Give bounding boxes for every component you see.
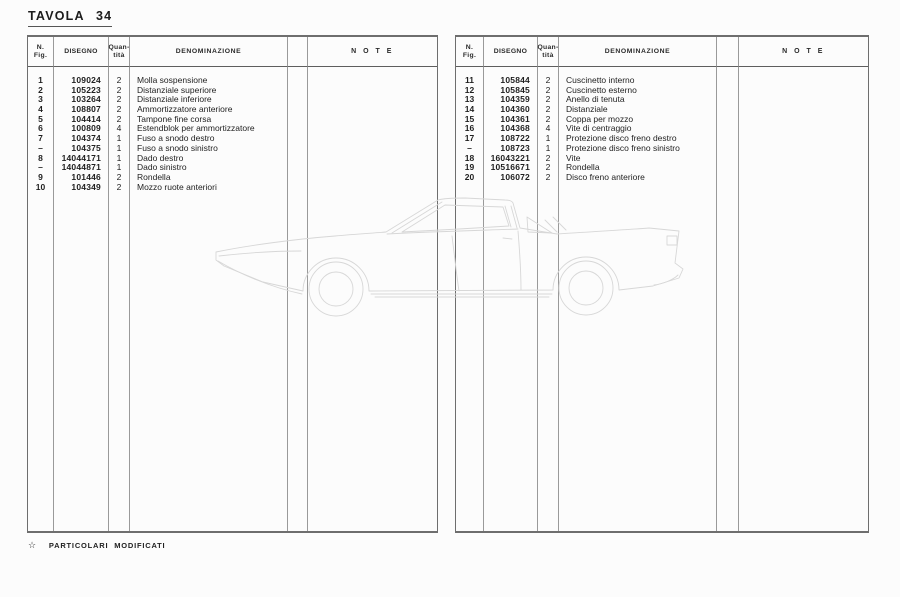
fig-column [456, 67, 483, 531]
col-header-qty-line1: Quan- [537, 43, 559, 51]
table-cell-fig: – [467, 142, 472, 153]
table-cell-name: Vite di centraggio [566, 123, 632, 134]
table-cell-qty: 1 [116, 142, 122, 153]
table-cell-qty: 2 [116, 84, 122, 95]
table-cell-fig: 6 [38, 123, 43, 134]
table-cell-qty: 2 [545, 75, 551, 85]
qty-column [537, 67, 558, 531]
col-header-denominazione: DENOMINAZIONE [129, 37, 287, 67]
page-title: TAVOLA 34 [28, 9, 112, 27]
disegno-column [53, 67, 108, 531]
table-cell-name: Distanziale [566, 104, 608, 115]
star-icon: ☆ [28, 540, 37, 550]
table-cell-disegno: 104368 [500, 123, 530, 134]
table-cell-disegno: 100809 [71, 123, 101, 134]
table-cell-name: Protezione disco freno sinistro [566, 142, 680, 153]
table-cell-name: Tampone fine corsa [137, 113, 212, 124]
table-cell-disegno: 104360 [500, 104, 530, 115]
table-cell-disegno: 108722 [500, 133, 530, 144]
table-cell-qty: 4 [545, 123, 551, 134]
table-cell-qty: 2 [545, 171, 551, 182]
table-cell-disegno: 105223 [71, 84, 101, 95]
table-cell-name: Fuso a snodo destro [137, 133, 215, 144]
ref-column [287, 67, 307, 531]
table-cell-qty: 2 [116, 181, 122, 192]
table-cell-fig: 4 [38, 104, 43, 115]
table-cell-disegno: 16043221 [490, 152, 530, 163]
table-cell-qty: 2 [116, 171, 122, 182]
table-cell-qty: 2 [116, 75, 122, 85]
table-cell-disegno: 14044871 [61, 162, 101, 173]
table-cell-disegno: 104414 [71, 113, 101, 124]
table-cell-name: Dado destro [137, 152, 184, 163]
disegno-column [483, 67, 537, 531]
table-cell-qty: 2 [545, 104, 551, 115]
table-cell-fig: 11 [465, 75, 474, 85]
table-cell-qty: 1 [116, 152, 122, 163]
table-cell-fig: 16 [464, 123, 475, 134]
table-cell-disegno: 105845 [500, 84, 530, 95]
table-cell-disegno: 101446 [71, 171, 101, 182]
table-cell-qty: 2 [116, 94, 122, 105]
col-header-fig-line1: N. [36, 43, 45, 51]
table-cell-name: Ammortizzatore anteriore [137, 104, 233, 115]
table-cell-name: Disco freno anteriore [566, 171, 645, 182]
qty-column [108, 67, 129, 531]
table-cell-disegno: 104349 [71, 181, 101, 192]
table-cell-name: Mozzo ruote anteriori [137, 181, 217, 192]
table-cell-qty: 1 [116, 133, 122, 144]
table-cell-fig: 15 [464, 113, 475, 124]
table-cell-qty: 2 [116, 104, 122, 115]
col-header-ref [287, 37, 307, 67]
col-header-fig-line2: Fig. [33, 51, 48, 59]
table-cell-name: Dado sinistro [137, 162, 187, 173]
ref-column [716, 67, 738, 531]
table-cell-disegno: 103264 [71, 94, 101, 105]
table-cell-disegno: 108723 [500, 142, 530, 153]
col-header-note: N O T E [307, 37, 437, 67]
table-cell-name: Cuscinetto interno [566, 75, 635, 85]
table-cell-fig: 8 [38, 152, 43, 163]
table-cell-fig: – [38, 162, 43, 173]
table-cell-disegno: 109024 [71, 75, 101, 85]
col-header-qty-line1: Quan- [108, 43, 130, 51]
col-header-fig [456, 37, 483, 67]
table-cell-fig: 1 [38, 75, 43, 85]
col-header-note: N O T E [738, 37, 868, 67]
col-header-qty [537, 37, 558, 67]
col-header-fig-line1: N. [465, 43, 474, 51]
table-cell-disegno: 14044171 [61, 152, 101, 163]
table-cell-qty: 1 [545, 142, 551, 153]
table-cell-name: Anello di tenuta [566, 94, 625, 105]
table-cell-fig: 9 [38, 171, 43, 182]
denominazione-column [558, 67, 716, 531]
table-cell-disegno: 104375 [71, 142, 101, 153]
table-cell-name: Estendblok per ammortizzatore [137, 123, 255, 134]
table-cell-disegno: 108807 [71, 104, 101, 115]
table-cell-fig: – [38, 142, 43, 153]
table-cell-fig: 14 [464, 104, 475, 115]
table-cell-fig: 13 [464, 94, 475, 105]
table-cell-disegno: 104361 [500, 113, 530, 124]
table-cell-qty: 2 [545, 84, 551, 95]
col-header-qty [108, 37, 129, 67]
table-cell-qty: 2 [545, 162, 551, 173]
table-cell-qty: 2 [545, 152, 551, 163]
table-cell-fig: 12 [464, 84, 475, 95]
table-cell-fig: 17 [464, 133, 475, 144]
table-cell-name: Distanziale inferiore [137, 94, 212, 105]
col-header-fig-line2: Fig. [462, 51, 477, 59]
table-cell-disegno: 106072 [500, 171, 530, 182]
footnote-text: PARTICOLARI MODIFICATI [48, 541, 166, 550]
table-cell-fig: 18 [464, 152, 475, 163]
col-header-denominazione: DENOMINAZIONE [558, 37, 716, 67]
table-cell-qty: 1 [116, 162, 122, 173]
table-cell-fig: 5 [38, 113, 43, 124]
fig-column [28, 67, 53, 531]
table-cell-disegno: 104374 [71, 133, 101, 144]
table-cell-disegno: 105844 [500, 75, 530, 85]
col-header-qty-line2: tità [113, 51, 125, 59]
col-header-fig [28, 37, 53, 67]
table-cell-fig: 10 [35, 181, 46, 192]
table-cell-disegno: 104359 [500, 94, 530, 105]
table-cell-qty: 1 [545, 133, 551, 144]
table-cell-qty: 2 [545, 113, 551, 124]
footnote [28, 541, 165, 550]
denominazione-column [129, 67, 287, 531]
table-cell-fig: 7 [38, 133, 43, 144]
table-cell-name: Fuso a snodo sinistro [137, 142, 218, 153]
table-cell-name: Vite [566, 152, 581, 163]
parts-table-right [455, 35, 869, 533]
table-cell-fig: 2 [38, 84, 43, 95]
parts-table-left [27, 35, 438, 533]
note-column [307, 67, 437, 531]
table-cell-fig: 3 [38, 94, 43, 105]
table-cell-qty: 2 [545, 94, 551, 105]
col-header-ref [716, 37, 738, 67]
col-header-qty-line2: tità [542, 51, 554, 59]
table-cell-name: Protezione disco freno destro [566, 133, 677, 144]
col-header-disegno: DISEGNO [53, 37, 108, 67]
table-cell-name: Distanziale superiore [137, 84, 217, 95]
table-cell-fig: 20 [464, 171, 475, 182]
col-header-disegno: DISEGNO [483, 37, 537, 67]
table-cell-name: Coppa per mozzo [566, 113, 634, 124]
table-cell-fig: 19 [464, 162, 475, 173]
table-cell-name: Rondella [137, 171, 171, 182]
table-cell-name: Rondella [566, 162, 600, 173]
table-cell-name: Molla sospensione [137, 75, 208, 85]
table-cell-qty: 2 [116, 113, 122, 124]
note-column [738, 67, 868, 531]
table-cell-disegno: 10516671 [490, 162, 530, 173]
table-cell-qty: 4 [116, 123, 122, 134]
table-cell-name: Cuscinetto esterno [566, 84, 637, 95]
